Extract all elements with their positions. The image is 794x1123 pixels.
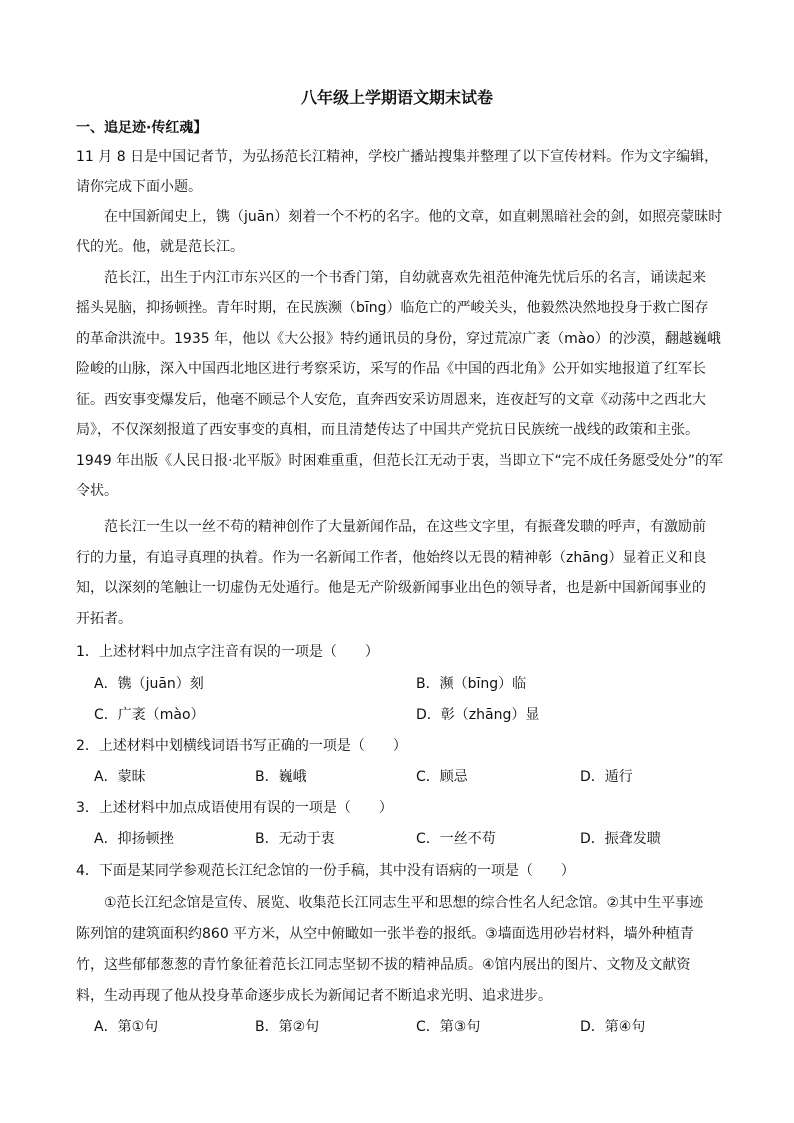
option-c[interactable]: C．一丝不苟: [416, 831, 496, 847]
paragraph-line: 范长江一生以一丝不苟的精神创作了大量新闻作品，在这些文字里，有振聋发聩的呼声，有激励前: [104, 519, 706, 535]
passage-line: 料，生动再现了他从投身革命逐步成长为新闻记者不断追求光明、追求进步。: [76, 988, 552, 1004]
paragraph-line: 范长江，出生于内江市东兴区的一个书香门第，自幼就喜欢先祖范仲淹先忧后乐的名言，诵读起来: [104, 270, 706, 286]
option-c[interactable]: C．广袤（mào）: [94, 707, 205, 723]
option-b[interactable]: B．无动于衷: [255, 831, 335, 847]
question-stem: 4．下面是某同学参观范长江纪念馆的一份手稿，其中没有语病的一项是（ ）: [76, 863, 575, 879]
option-b[interactable]: B．巍峨: [255, 769, 307, 785]
paragraph-line: 行的力量，有追寻真理的执着。作为一名新闻工作者，他始终以无畏的精神彰（zhāng）显着正义和良: [76, 550, 707, 566]
question-stem: 1．上述材料中加点字注音有误的一项是（ ）: [76, 644, 379, 660]
paragraph-line: 开拓者。: [76, 611, 132, 627]
option-d[interactable]: D．第④句: [580, 1019, 646, 1035]
option-b[interactable]: B．濒（bīng）临: [416, 676, 527, 692]
paragraph-line: 1949 年出版《人民日报·北平版》时困难重重，但范长江无动于衷，当即立下“完不成任务愿受处分”的军: [76, 453, 724, 469]
paragraph-line: 代的光。他，就是范长江。: [76, 239, 244, 255]
paragraph-line: 局》，不仅深刻报道了西安事变的真相，而且清楚传达了中国共产党抗日民族统一战线的政策和主张。: [76, 422, 699, 438]
intro-line: 请你完成下面小题。: [76, 179, 202, 195]
paragraph-line: 的革命洪流中。1935 年，他以《大公报》特约通讯员的身份，穿过荒凉广袤（mào）的沙漠，翻越巍峨: [76, 331, 721, 347]
paragraph-line: 险峻的山脉，深入中国西北地区进行考察采访，采写的作品《中国的西北角》公开如实地报道了红军长: [76, 361, 706, 377]
paragraph-line: 令状。: [76, 483, 118, 499]
paragraph-line: 摇头晃脑，抑扬顿挫。青年时期，在民族濒（bīng）临危亡的严峻关头，他毅然决然地投身于救亡图存: [76, 300, 709, 316]
section-heading: 一、追足迹·传红魂】: [76, 120, 208, 136]
option-d[interactable]: D．遁行: [580, 769, 633, 785]
option-c[interactable]: C．顾忌: [416, 769, 468, 785]
option-c[interactable]: C．第③句: [416, 1019, 481, 1035]
paragraph-line: 知，以深刻的笔触让一切虚伪无处遁行。他是无产阶级新闻事业出色的领导者，也是新中国新闻事业的: [76, 580, 706, 596]
option-a[interactable]: A．镌（juān）刻: [94, 676, 204, 692]
page-title: 八年级上学期语文期末试卷: [300, 88, 493, 107]
passage-line: ①范长江纪念馆是宣传、展览、收集范长江同志生平和思想的综合性名人纪念馆。②其中生平事迹: [104, 895, 704, 911]
option-a[interactable]: A．蒙昧: [94, 769, 146, 785]
option-a[interactable]: A．抑扬顿挫: [94, 831, 174, 847]
question-stem: 3．上述材料中加点成语使用有误的一项是（ ）: [76, 800, 393, 816]
option-d[interactable]: D．彰（zhāng）显: [416, 707, 540, 723]
option-b[interactable]: B．第②句: [255, 1019, 320, 1035]
option-d[interactable]: D．振聋发聩: [580, 831, 661, 847]
option-a[interactable]: A．第①句: [94, 1019, 159, 1035]
intro-line: 11 月 8 日是中国记者节，为弘扬范长江精神，学校广播站搜集并整理了以下宣传材料。作为文字编辑，: [76, 149, 719, 165]
passage-line: 陈列馆的建筑面积约860 平方米，从空中俯瞰如一张半卷的报纸。③墙面选用砂岩材料，墙外种植青: [76, 926, 694, 942]
passage-line: 竹，这些郁郁葱葱的青竹象征着范长江同志坚韧不拔的精神品质。④馆内展出的图片、文物及文献资: [76, 957, 691, 973]
paragraph-line: 征。西安事变爆发后，他毫不顾忌个人安危，直奔西安采访周恩来，连夜赶写的文章《动荡中之西北大: [76, 392, 706, 408]
question-stem: 2．上述材料中划横线词语书写正确的一项是（ ）: [76, 738, 407, 754]
paragraph-line: 在中国新闻史上，镌（juān）刻着一个不朽的名字。他的文章，如直刺黑暗社会的剑，如照亮蒙昧时: [104, 209, 723, 225]
